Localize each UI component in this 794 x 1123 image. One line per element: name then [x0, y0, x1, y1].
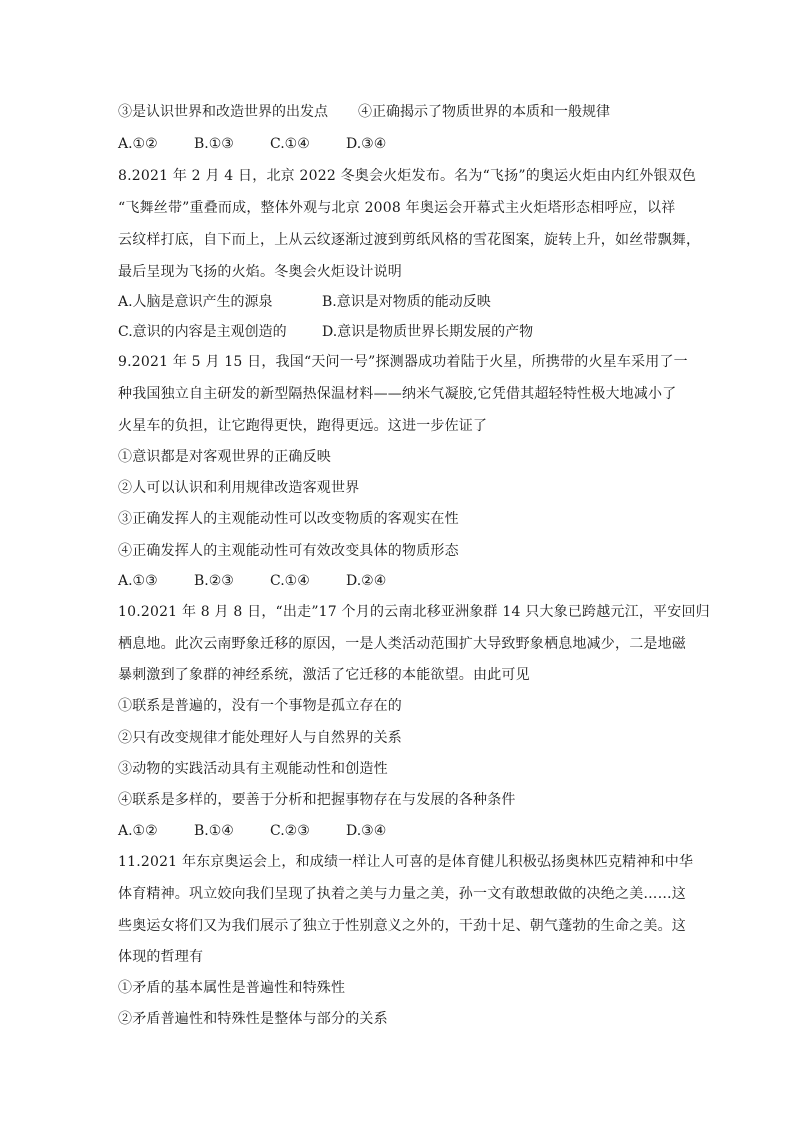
question-11-statement-1: ①矛盾的基本属性是普遍性和特殊性: [118, 980, 346, 996]
question-11-line-1: 11.2021 年东京奥运会上，和成绩一样让人可喜的是体育健儿积极弘扬奥林匹克精神和中华: [118, 854, 694, 870]
question-9-line-3: 火星车的负担，让它跑得更快，跑得更远。这进一步佐证了: [118, 418, 488, 434]
question-11-line-4: 体现的哲理有: [118, 949, 204, 965]
question-10-option-d: D.③④: [346, 823, 387, 839]
option-c: C.①④: [270, 136, 310, 152]
option-d: D.③④: [346, 136, 387, 152]
statement-3: ③是认识世界和改造世界的出发点: [118, 104, 328, 120]
question-8-line-3: 云纹样打底，自下而上，上从云纹逐渐过渡到剪纸风格的雪花图案，旋转上升，如丝带飘舞，: [118, 232, 701, 248]
question-10-statement-4: ④联系是多样的，要善于分析和把握事物存在与发展的各种条件: [118, 792, 516, 808]
question-10-option-b: B.①④: [194, 823, 234, 839]
question-10-statement-3: ③动物的实践活动具有主观能动性和创造性: [118, 761, 388, 777]
question-10-line-3: 暴刺激到了象群的神经系统，激活了它迁移的本能欲望。由此可见: [118, 667, 530, 683]
question-9-option-b: B.②③: [194, 573, 234, 589]
question-9-option-c: C.①④: [270, 573, 310, 589]
question-10-option-c: C.②③: [270, 823, 310, 839]
question-9-option-a: A.①③: [118, 573, 158, 589]
question-10-line-2: 栖息地。此次云南野象迁移的原因，一是人类活动范围扩大导致野象栖息地减少，二是地磁: [118, 636, 686, 652]
question-10-statement-1: ①联系是普遍的，没有一个事物是孤立存在的: [118, 698, 402, 714]
question-10-statement-2: ②只有改变规律才能处理好人与自然界的关系: [118, 730, 402, 746]
question-8-option-c: C.意识的内容是主观创造的: [118, 324, 287, 340]
question-9-line-2: 种我国独立自主研发的新型隔热保温材料——纳米气凝胶,它凭借其超轻特性极大地减小了: [118, 386, 677, 402]
option-a: A.①②: [118, 136, 158, 152]
question-9-statement-4: ④正确发挥人的主观能动性可有效改变具体的物质形态: [118, 543, 459, 559]
question-8-line-1: 8.2021 年 2 月 4 日，北京 2022 冬奥会火炬发布。名为“飞扬”的奥运火炬由内红外银双色: [118, 168, 697, 184]
question-9-line-1: 9.2021 年 5 月 15 日，我国“天问一号”探测器成功着陆于火星，所携带的火星车采用了一: [118, 354, 688, 370]
question-8-option-b: B.意识是对物质的能动反映: [322, 294, 491, 310]
question-8-option-a: A.人脑是意识产生的源泉: [118, 294, 273, 310]
question-9-option-d: D.②④: [346, 573, 387, 589]
question-9-statement-2: ②人可以认识和利用规律改造客观世界: [118, 480, 360, 496]
question-11-statement-2: ②矛盾普遍性和特殊性是整体与部分的关系: [118, 1011, 388, 1027]
question-10-option-a: A.①②: [118, 823, 158, 839]
question-11-line-2: 体育精神。巩立姣向我们呈现了执着之美与力量之美，孙一文有敢想敢做的决绝之美……这: [118, 886, 686, 902]
question-8-option-d: D.意识是物质世界长期发展的产物: [322, 324, 534, 340]
option-b: B.①③: [194, 136, 234, 152]
question-11-line-3: 些奥运女将们又为我们展示了独立于性别意义之外的，干劲十足、朝气蓬勃的生命之美。这: [118, 918, 686, 934]
question-8-line-4: 最后呈现为飞扬的火焰。冬奥会火炬设计说明: [118, 264, 402, 280]
question-9-statement-3: ③正确发挥人的主观能动性可以改变物质的客观实在性: [118, 511, 459, 527]
question-8-line-2: “飞舞丝带”重叠而成，整体外观与北京 2008 年奥运会开幕式主火炬塔形态相呼应，以祥: [118, 200, 676, 216]
question-9-statement-1: ①意识都是对客观世界的正确反映: [118, 449, 331, 465]
statement-4: ④正确揭示了物质世界的本质和一般规律: [358, 104, 610, 120]
question-10-line-1: 10.2021 年 8 月 8 日，“出走”17 个月的云南北移亚洲象群 14 只大象已跨越元江，平安回归: [118, 604, 710, 620]
